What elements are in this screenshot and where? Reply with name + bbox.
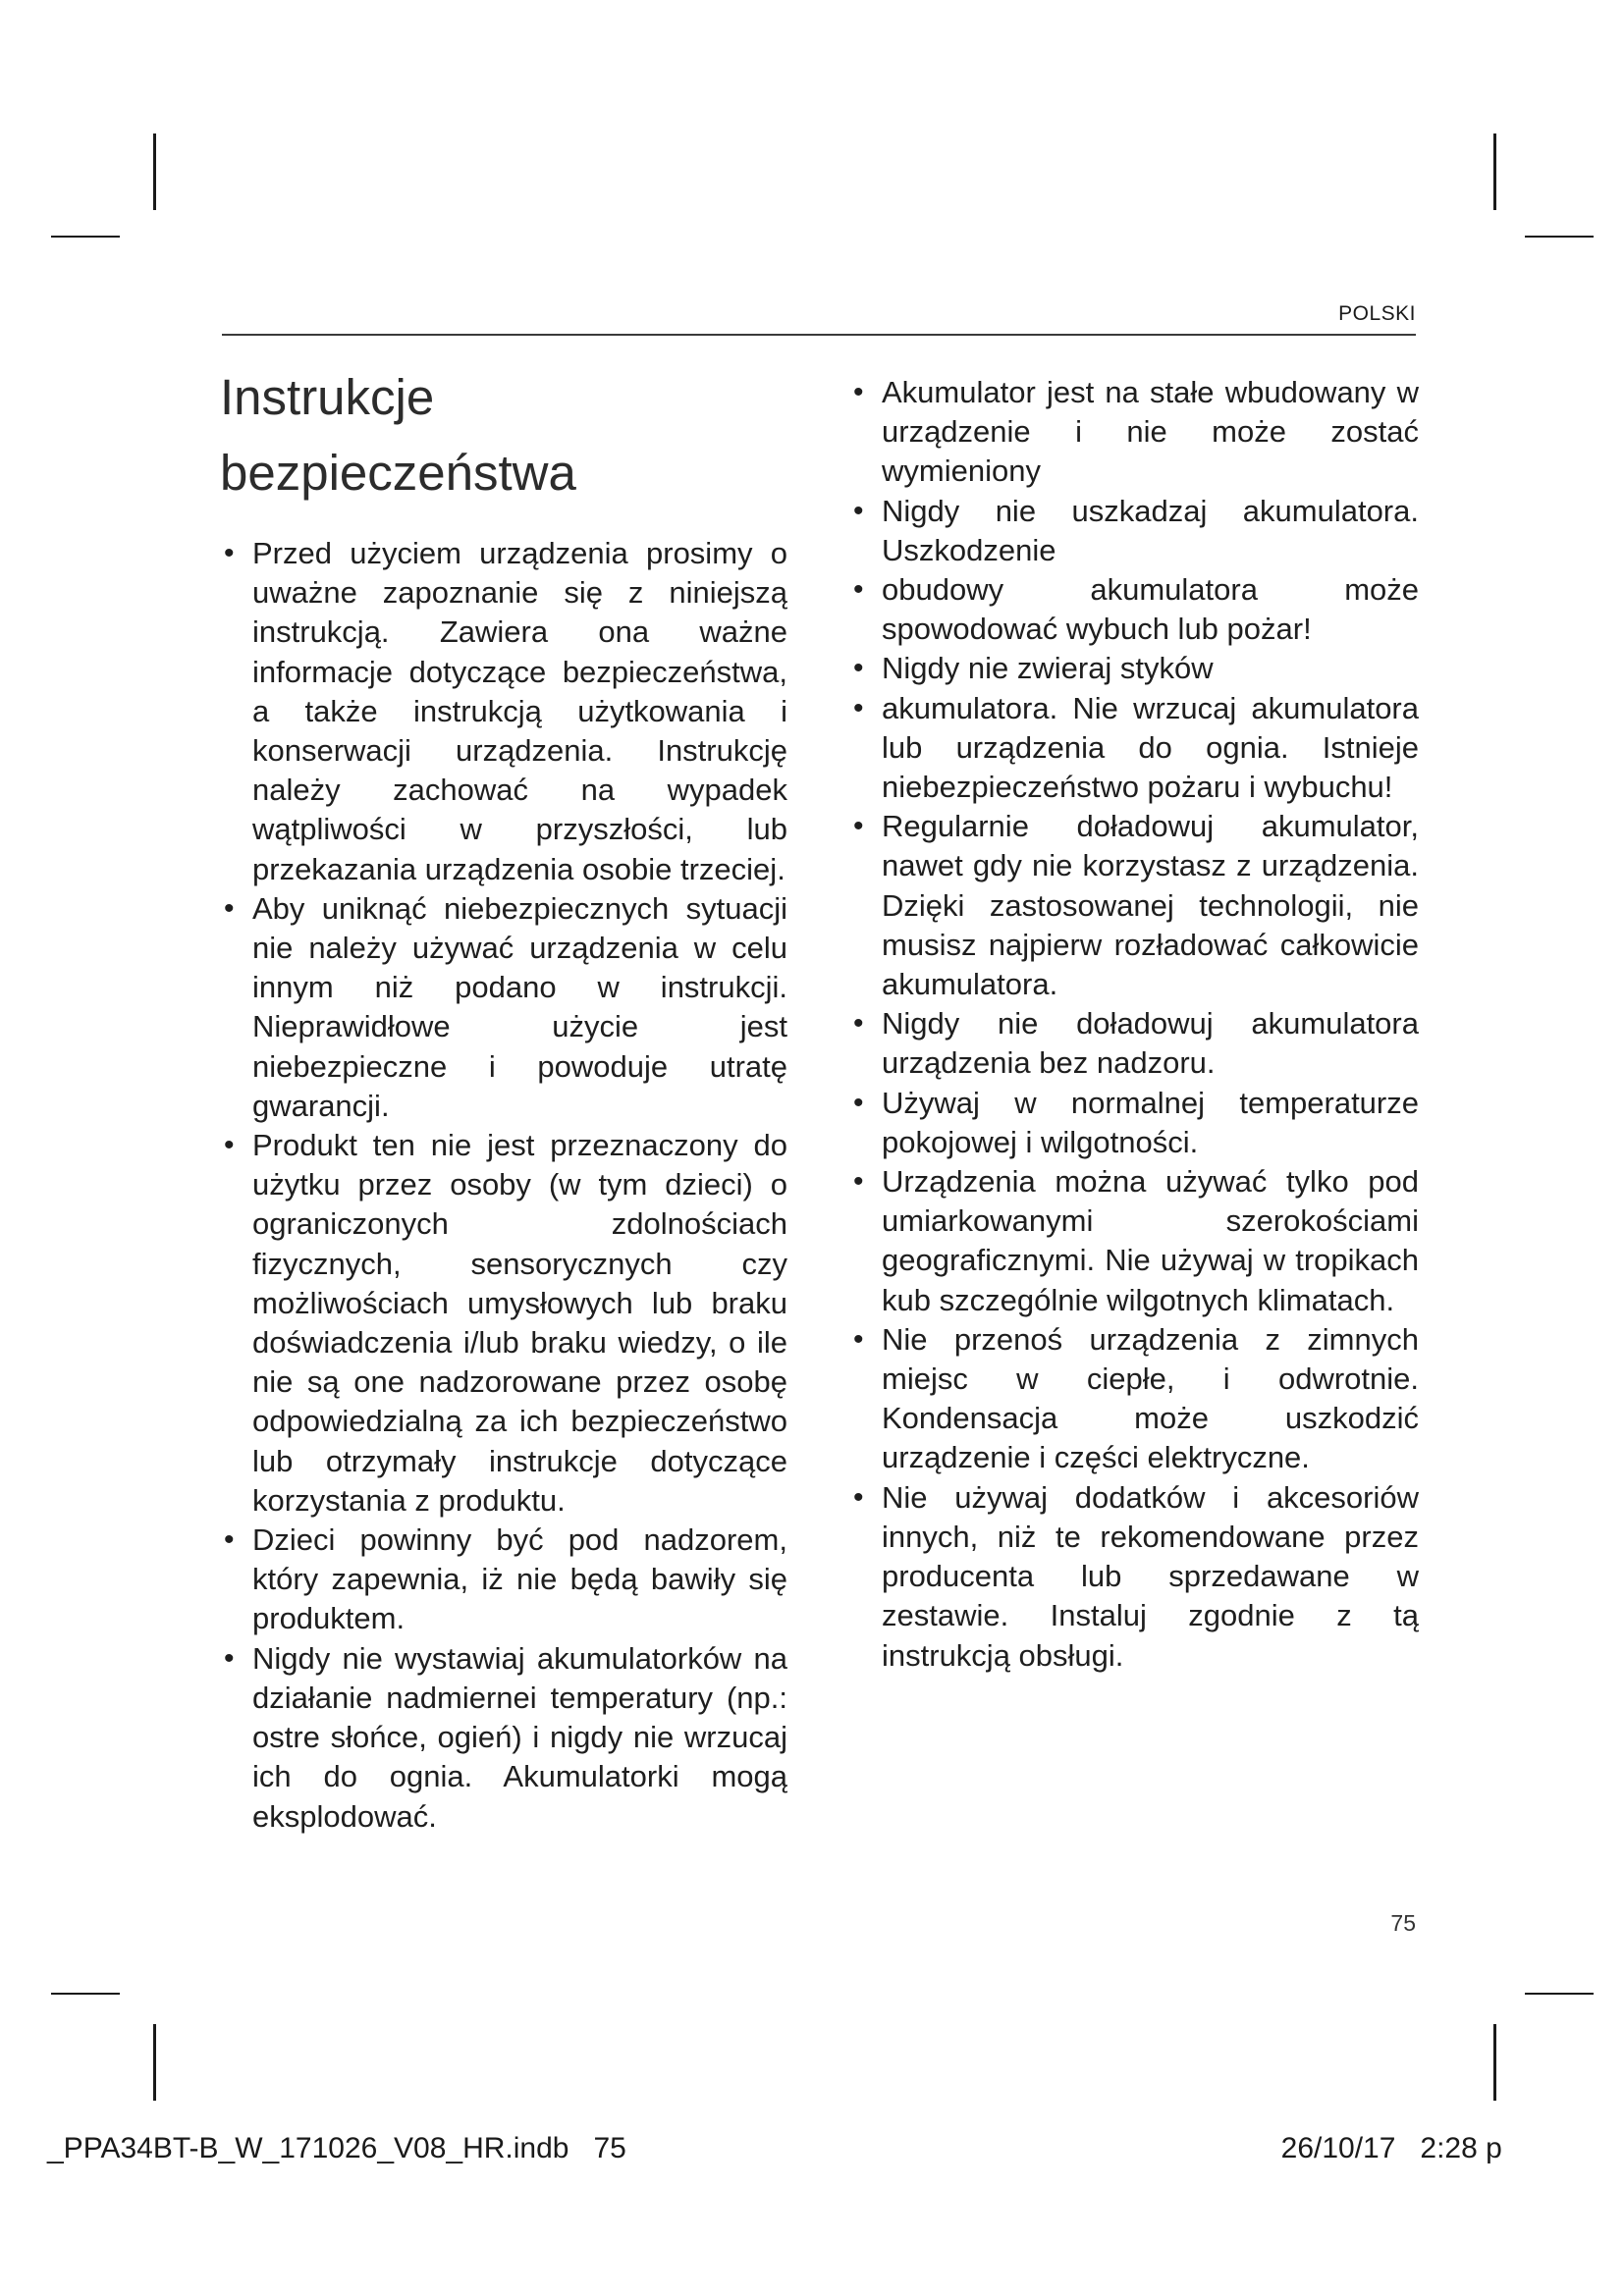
list-item: • akumulatora. Nie wrzucaj akumulatora lub urządzenia do ognia. Istnieje niebezpieczeństwo pożaru i wybuchu! [849,689,1419,808]
list-item: • Aby uniknąć niebezpiecznych sytuacji nie należy używać urządzenia w celu innym niż podano w instrukcji. Nieprawidłowe użycie jest niebezpieczne i powoduje utratę gwarancji. [220,889,787,1126]
crop-mark-top-right-horizontal [1525,236,1594,238]
crop-mark-bottom-left-horizontal [51,1993,120,1995]
header-rule [222,334,1416,336]
title-line-1: Instrukcje [220,369,435,425]
list-item: • Akumulator jest na stałe wbudowany w urządzenie i nie może zostać wymieniony [849,373,1419,492]
list-item: • Przed użyciem urządzenia prosimy o uważne zapoznanie się z niniejszą instrukcją. Zawiera ona ważne informacje dotyczące bezpieczeństwa, a także instrukcją użytkowania i konserwacji urządzenia. Instrukcję należy zachować na wypadek wątpliwości w przyszłości, lub przekazania urządzenia osobie trzeciej. [220,534,787,889]
list-item: • Nigdy nie wystawiaj akumulatorków na działanie nadmiernei temperatury (np.: ostre słońce, ogień) i nigdy nie wrzucaj ich do ognia. Akumulatorki mogą eksplodować. [220,1639,787,1837]
safety-list-left [220,534,787,1837]
list-item: • Nie używaj dodatków i akcesoriów innych, niż te rekomendowane przez producenta lub sprzedawane w zestawie. Instaluj zgodnie z tą instrukcją obsługi. [849,1478,1419,1676]
list-item: • Nie przenoś urządzenia z zimnych miejsc w ciepłe, i odwrotnie. Kondensacja może uszkodzić urządzenie i części elektryczne. [849,1320,1419,1478]
list-item: • Nigdy nie uszkadzaj akumulatora. Uszkodzenie [849,492,1419,570]
list-item: • Dzieci powinny być pod nadzorem, który zapewnia, iż nie będą bawiły się produktem. [220,1521,787,1639]
page-title [220,359,809,510]
crop-mark-top-left-horizontal [51,236,120,238]
crop-mark-bottom-left-vertical [153,2024,156,2101]
crop-mark-top-right-vertical [1493,133,1496,210]
language-label: POLSKI [1338,302,1416,325]
print-slug: _PPA34BT-B_W_171026_V08_HR.indb 75 26/10/17 2:28 p [47,2132,1502,2164]
crop-mark-top-left-vertical [153,133,156,210]
list-item: • obudowy akumulatora może spowodować wybuch lub pożar! [849,570,1419,649]
title-line-2: bezpieczeństwa [220,445,576,501]
list-item: • Nigdy nie zwieraj styków [849,649,1419,688]
crop-mark-bottom-right-vertical [1493,2024,1496,2101]
list-item: • Używaj w normalnej temperaturze pokojowej i wilgotności. [849,1084,1419,1162]
page-number: 75 [1390,1910,1416,1936]
safety-list-right [849,373,1419,1676]
list-item: • Regularnie doładowuj akumulator, nawet gdy nie korzystasz z urządzenia. Dzięki zastosowanej technologii, nie musisz najpierw rozładować całkowicie akumulatora. [849,807,1419,1004]
crop-mark-bottom-right-horizontal [1525,1993,1594,1995]
list-item: • Urządzenia można używać tylko pod umiarkowanymi szerokościami geograficznymi. Nie używaj w tropikach kub szczególnie wilgotnych klimatach. [849,1162,1419,1320]
list-item: • Produkt ten nie jest przeznaczony do użytku przez osoby (w tym dzieci) o ograniczonych zdolnościach fizycznych, sensorycznych czy możliwościach umysłowych lub braku doświadczenia i/lub braku wiedzy, o ile nie są one nadzorowane przez osobę odpowiedzialną za ich bezpieczeństwo lub otrzymały instrukcje dotyczące korzystania z produktu. [220,1126,787,1521]
list-item: • Nigdy nie doładowuj akumulatora urządzenia bez nadzoru. [849,1004,1419,1083]
